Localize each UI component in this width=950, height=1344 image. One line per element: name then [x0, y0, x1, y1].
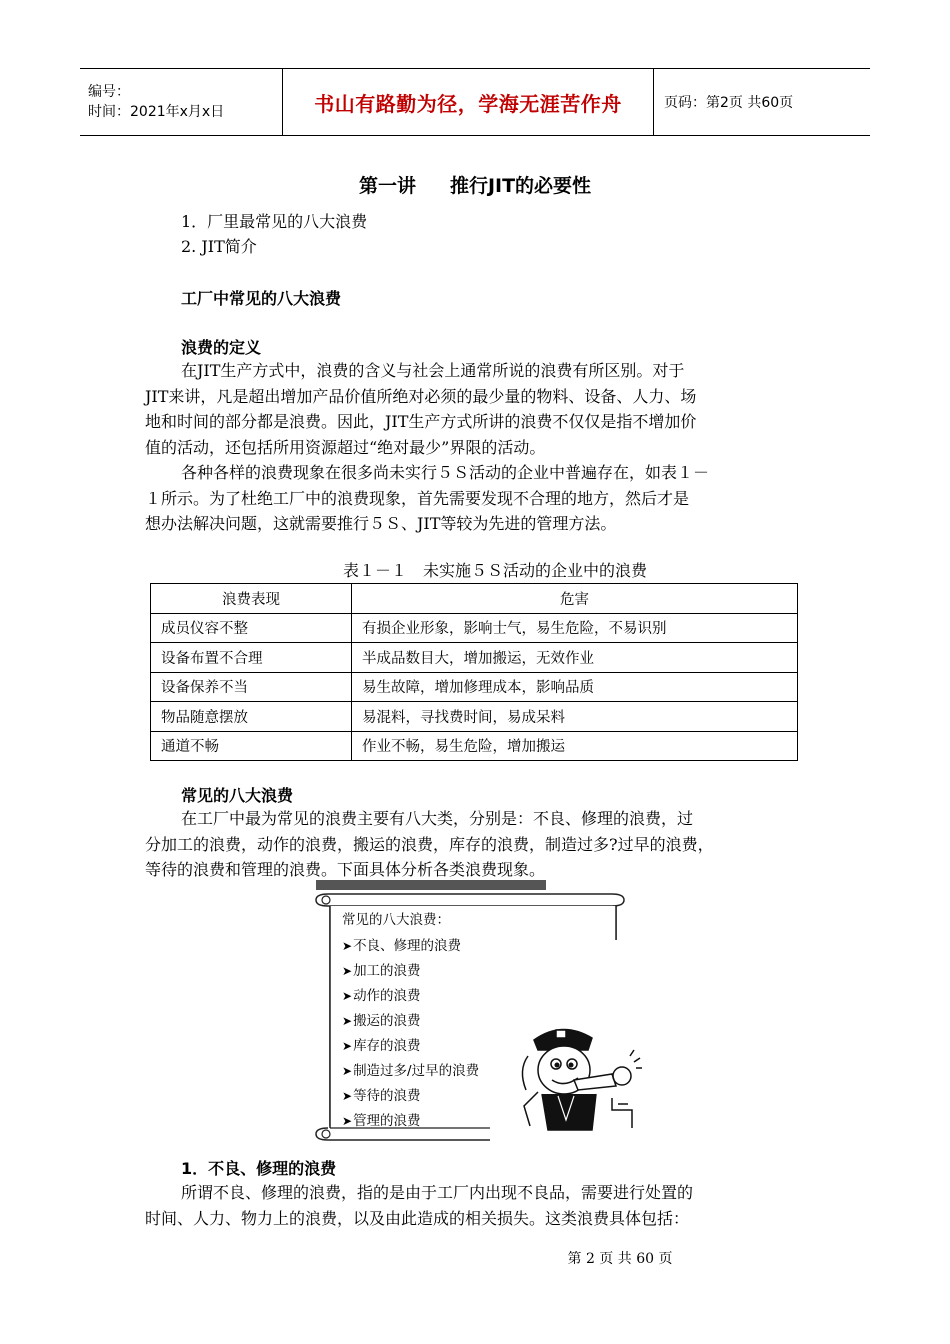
- date-label: 时间：2021年x月x日: [88, 104, 225, 120]
- lecture-title-part1: 第一讲: [358, 175, 416, 197]
- waste-table: [150, 583, 798, 761]
- definition-heading: 浪费的定义: [181, 338, 262, 357]
- section-heading: 工厂中常见的八大浪费: [181, 289, 342, 308]
- scroll-list-item: ➤ 库存的浪费: [342, 1034, 479, 1059]
- scroll-list-item: ➤ 加工的浪费: [342, 959, 479, 984]
- text-line: JIT来讲，凡是超出增加产品价值所绝对必须的最少量的物料、设备、人力、场: [145, 386, 697, 406]
- header-right-cell: [654, 69, 870, 135]
- table-cell: 半成品数目大，增加搬运，无效作业: [352, 643, 798, 673]
- page-number-label: 页码：第2页 共60页: [664, 95, 794, 111]
- header-motto-cell: [282, 69, 654, 135]
- number-label: 编号：: [88, 84, 130, 100]
- scroll-list-item: ➤ 搬运的浪费: [342, 1009, 479, 1034]
- text-line: 所谓不良、修理的浪费，指的是由于工厂内出现不良品，需要进行处置的: [181, 1183, 694, 1202]
- text-line: 在工厂中最为常见的浪费主要有八大类，分别是：不良、修理的浪费，过: [181, 809, 694, 828]
- lecture-title-part2: 推行JIT的必要性: [449, 175, 592, 197]
- scroll-shadow: [316, 880, 546, 890]
- scroll-waste-list: [342, 908, 479, 1134]
- scroll-list-item: ➤ 制造过多/过早的浪费: [342, 1059, 479, 1084]
- scroll-top-roll: [316, 894, 624, 906]
- text-line: 在JIT生产方式中，浪费的含义与社会上通常所说的浪费有所区别。对于: [181, 361, 685, 380]
- definition-paragraph-2: [145, 460, 810, 537]
- table-header-row: [151, 584, 798, 614]
- table-row: [151, 613, 798, 643]
- table-row: [151, 731, 798, 761]
- page-header: [80, 68, 870, 136]
- outline-item: 2. JIT简介: [181, 237, 257, 256]
- table-cell: 作业不畅，易生危险，增加搬运: [352, 731, 798, 761]
- table-cell: 设备保养不当: [151, 672, 352, 702]
- motto-text: 书山有路勤为径，学海无涯苦作舟: [314, 91, 622, 116]
- table-cell: 有损企业形象，影响士气，易生危险，不易识别: [352, 613, 798, 643]
- table-cell: 物品随意摆放: [151, 702, 352, 732]
- text-line: 地和时间的部分都是浪费。因此，JIT生产方式所讲的浪费不仅仅是指不增加价: [145, 412, 697, 431]
- eight-wastes-paragraph: [145, 806, 810, 883]
- scroll-list-heading: 常见的八大浪费：: [342, 912, 450, 928]
- table-header-cell: 浪费表现: [151, 584, 352, 614]
- text-line: 时间、人力、物力上的浪费，以及由此造成的相关损失。这类浪费具体包括：: [145, 1208, 690, 1228]
- table-row: [151, 643, 798, 673]
- scroll-list-item: ➤ 不良、修理的浪费: [342, 934, 479, 959]
- table-cell: 设备布置不合理: [151, 643, 352, 673]
- table-cell: 易生故障，增加修理成本，影响品质: [352, 672, 798, 702]
- outline-item: 1．厂里最常见的八大浪费: [181, 212, 368, 231]
- text-line: 各种各样的浪费现象在很多尚未实行５Ｓ活动的企业中普遍存在，如表１－: [181, 463, 710, 482]
- table-row: [151, 702, 798, 732]
- header-left-cell: [80, 69, 282, 135]
- table-cell: 通道不畅: [151, 731, 352, 761]
- text-line: 分加工的浪费，动作的浪费，搬运的浪费，库存的浪费，制造过多?过早的浪费，: [145, 834, 714, 854]
- scroll-list-item: ➤ 管理的浪费: [342, 1109, 479, 1134]
- table-cell: 成员仪容不整: [151, 613, 352, 643]
- text-line: 值的活动，还包括所用资源超过“绝对最少”界限的活动。: [145, 437, 546, 457]
- defects-heading: 1．不良、修理的浪费: [181, 1159, 337, 1178]
- scroll-list-item: ➤ 动作的浪费: [342, 984, 479, 1009]
- table-cell: 易混料，寻找费时间，易成呆料: [352, 702, 798, 732]
- page-footer: 第 2 页 共 60 页: [567, 1251, 673, 1267]
- text-line: １所示。为了杜绝工厂中的浪费现象，首先需要发现不合理的地方，然后才是: [145, 488, 690, 508]
- text-line: 想办法解决问题，这就需要推行５Ｓ、JIT等较为先进的管理方法。: [145, 514, 617, 533]
- scroll-list-item: ➤ 等待的浪费: [342, 1084, 479, 1109]
- table-caption: 表１－１ 未实施５Ｓ活动的企业中的浪费: [342, 561, 647, 580]
- defects-paragraph: [145, 1180, 810, 1231]
- lecture-title: [0, 171, 950, 198]
- table-header-cell: 危害: [352, 584, 798, 614]
- text-line: 等待的浪费和管理的浪费。下面具体分析各类浪费现象。: [145, 860, 546, 879]
- eight-wastes-heading: 常见的八大浪费: [181, 786, 294, 805]
- table-row: [151, 672, 798, 702]
- definition-paragraph-1: [145, 358, 810, 460]
